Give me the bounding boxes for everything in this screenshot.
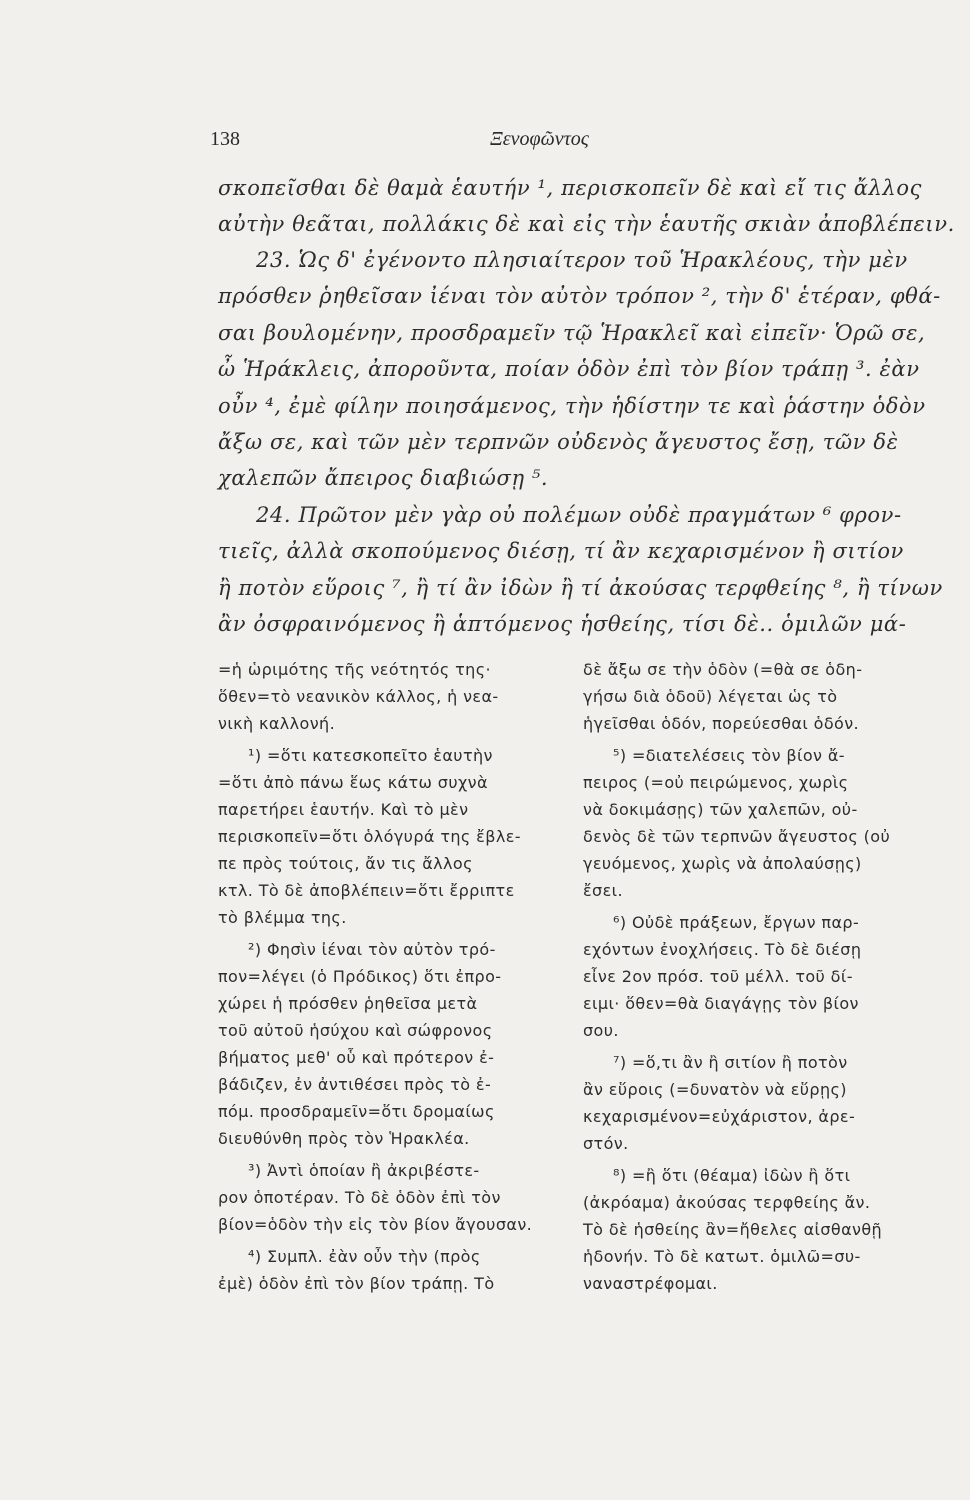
footnote-line: στόν. bbox=[583, 1134, 629, 1153]
footnote-line: πόμ. προσδραμεῖν=ὅτι δρομαίως bbox=[218, 1102, 495, 1121]
text-line: 24. Πρῶτον μὲν γὰρ οὐ πολέμων οὐδὲ πραγμάτων ⁶ φρον- bbox=[256, 503, 902, 527]
footnote-line: σου. bbox=[583, 1021, 619, 1040]
footnote-line: διευθύνθη πρὸς τὸν Ἡρακλέα. bbox=[218, 1129, 470, 1148]
text-line: ἂν ὀσφραινόμενος ἢ ἁπτόμενος ἡσθείης, τίσι δὲ.. ὁμιλῶν μά- bbox=[218, 612, 907, 636]
footnote-line: δὲ ἄξω σε τὴν ὁδὸν (=θὰ σε ὁδη- bbox=[583, 660, 863, 679]
footnote-line: γευόμενος, χωρὶς νὰ ἀπολαύσῃς) bbox=[583, 854, 862, 873]
footnote-line: εχόντων ἐνοχλήσεις. Τὸ δὲ διέσῃ bbox=[583, 940, 862, 959]
footnote-line: ³) Ἀντὶ ὁποίαν ἢ ἀκριβέστε- bbox=[248, 1161, 480, 1180]
footnote-line: ἂν εὕροις (=δυνατὸν νὰ εὕρῃς) bbox=[583, 1080, 847, 1099]
text-line: σαι βουλομένην, προσδραμεῖν τῷ Ἡρακλεῖ καὶ εἰπεῖν· Ὁρῶ σε, bbox=[218, 321, 926, 345]
footnote-line: ὅθεν=τὸ νεανικὸν κάλλος, ἡ νεα- bbox=[218, 687, 499, 706]
text-line: οὖν ⁴, ἐμὲ φίλην ποιησάμενος, τὴν ἡδίστην τε καὶ ῥάστην ὁδὸν bbox=[218, 394, 926, 418]
footnote-line: βίον=ὁδὸν τὴν εἰς τὸν βίον ἄγουσαν. bbox=[218, 1215, 533, 1234]
footnote-line: ναναστρέφομαι. bbox=[583, 1274, 718, 1293]
footnote-line: ⁶) Οὐδὲ πράξεων, ἔργων παρ- bbox=[613, 913, 860, 932]
footnote-line: ἡδονήν. Τὸ δὲ κατωτ. ὁμιλῶ=συ- bbox=[583, 1247, 861, 1266]
footnote-line: πειρος (=οὐ πειρώμενος, χωρὶς bbox=[583, 773, 849, 792]
footnote-line: ἐμὲ) ὁδὸν ἐπὶ τὸν βίον τράπῃ. Τὸ bbox=[218, 1274, 495, 1293]
footnote-line: ειμι· ὅθεν=θὰ διαγάγῃς τὸν βίον bbox=[583, 994, 859, 1013]
text-line: ἄξω σε, καὶ τῶν μὲν τερπνῶν οὐδενὸς ἄγευστος ἔσῃ, τῶν δὲ bbox=[218, 430, 899, 454]
footnote-line: ἡγεῖσθαι ὁδόν, πορεύεσθαι ὁδόν. bbox=[583, 714, 860, 733]
footnote-line: ⁵) =διατελέσεις τὸν βίον ἄ- bbox=[613, 746, 845, 765]
footnote-line: κτλ. Τὸ δὲ ἀποβλέπειν=ὅτι ἔρριπτε bbox=[218, 881, 515, 900]
page-number: 138 bbox=[210, 128, 240, 150]
footnote-line: πον=λέγει (ὁ Πρόδικος) ὅτι ἐπρο- bbox=[218, 967, 502, 986]
text-line: αὐτὴν θεᾶται, πολλάκις δὲ καὶ εἰς τὴν ἑαυτῆς σκιὰν ἀποβλέπειν. bbox=[218, 212, 955, 236]
footnote-line: νικὴ καλλονή. bbox=[218, 714, 336, 733]
footnote-line: πε πρὸς τούτοις, ἄν τις ἄλλος bbox=[218, 854, 473, 873]
text-line: τιεῖς, ἀλλὰ σκοπούμενος διέσῃ, τί ἂν κεχαρισμένον ἢ σιτίον bbox=[218, 539, 904, 563]
footnote-line: ⁸) =ἢ ὅτι (θέαμα) ἰδὼν ἢ ὅτι bbox=[613, 1166, 851, 1185]
text-line: ὦ Ἡράκλεις, ἀποροῦντα, ποίαν ὁδὸν ἐπὶ τὸν βίον τράπῃ ³. ἐὰν bbox=[218, 357, 920, 381]
footnote-line: βάδιζεν, ἐν ἀντιθέσει πρὸς τὸ ἐ- bbox=[218, 1075, 492, 1094]
footnote-line: ⁴) Συμπλ. ἐὰν οὖν τὴν (πρὸς bbox=[248, 1247, 481, 1266]
footnote-line: ¹) =ὅτι κατεσκοπεῖτο ἑαυτὴν bbox=[248, 746, 493, 765]
footnote-line: ἔσει. bbox=[583, 881, 623, 900]
footnote-line: νὰ δοκιμάσῃς) τῶν χαλεπῶν, οὐ- bbox=[583, 800, 858, 819]
footnote-line: γήσω διὰ ὁδοῦ) λέγεται ὡς τὸ bbox=[583, 687, 838, 706]
footnote-line: χώρει ἡ πρόσθεν ῥηθεῖσα μετὰ bbox=[218, 994, 478, 1013]
footnote-line: =ὅτι ἀπὸ πάνω ἕως κάτω συχνὰ bbox=[218, 773, 488, 792]
text-line: χαλεπῶν ἄπειρος διαβιώσῃ ⁵. bbox=[218, 466, 549, 490]
text-line: 23. Ὡς δ' ἐγένοντο πλησιαίτερον τοῦ Ἡρακλέους, τὴν μὲν bbox=[256, 248, 908, 272]
footnote-line: κεχαρισμένον=εὐχάριστον, ἀρε- bbox=[583, 1107, 856, 1126]
footnote-line: ²) Φησὶν ἰέναι τὸν αὐτὸν τρό- bbox=[248, 940, 496, 959]
footnote-line: =ἡ ὡριμότης τῆς νεότητός της· bbox=[218, 660, 491, 679]
text-line: πρόσθεν ῥηθεῖσαν ἰέναι τὸν αὐτὸν τρόπον ², τὴν δ' ἑτέραν, φθά- bbox=[218, 284, 941, 308]
footnote-line: παρετήρει ἑαυτήν. Καὶ τὸ μὲν bbox=[218, 800, 469, 819]
footnote-line: ⁷) =ὅ,τι ἂν ἢ σιτίον ἢ ποτὸν bbox=[613, 1053, 848, 1072]
footnote-line: (ἀκρόαμα) ἀκούσας τερφθείης ἄν. bbox=[583, 1193, 871, 1212]
footnote-line: δενὸς δὲ τῶν τερπνῶν ἄγευστος (οὐ bbox=[583, 827, 891, 846]
footnote-line: περισκοπεῖν=ὅτι ὁλόγυρά της ἔβλε- bbox=[218, 827, 521, 846]
footnote-line: τοῦ αὐτοῦ ἡσύχου καὶ σώφρονος bbox=[218, 1021, 493, 1040]
footnote-line: εἶνε 2ον πρόσ. τοῦ μέλλ. τοῦ δί- bbox=[583, 967, 853, 986]
footnote-line: τὸ βλέμμα της. bbox=[218, 908, 347, 927]
footnote-line: βήματος μεθ' οὗ καὶ πρότερον ἐ- bbox=[218, 1048, 495, 1067]
text-line: σκοπεῖσθαι δὲ θαμὰ ἑαυτήν ¹, περισκοπεῖν δὲ καὶ εἴ τις ἄλλος bbox=[218, 176, 922, 200]
footnote-line: Τὸ δὲ ἡσθείης ἂν=ἤθελες αἰσθανθῇ bbox=[583, 1220, 883, 1239]
footnote-line: ρον ὁποτέραν. Τὸ δὲ ὁδὸν ἐπὶ τὸν bbox=[218, 1188, 501, 1207]
running-title: Ξενοφῶντος bbox=[490, 128, 589, 150]
text-line: ἢ ποτὸν εὕροις ⁷, ἢ τί ἂν ἰδὼν ἢ τί ἀκούσας τερφθείης ⁸, ἢ τίνων bbox=[218, 576, 943, 600]
